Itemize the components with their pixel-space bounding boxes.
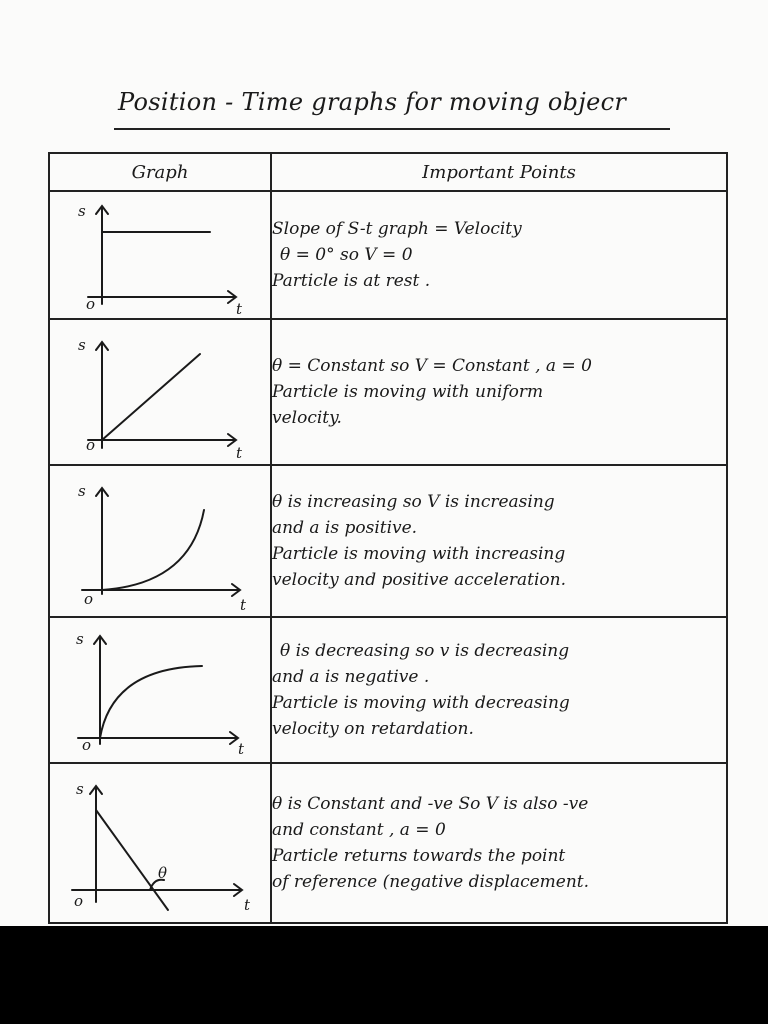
graph-upward-curve bbox=[50, 466, 270, 616]
x-axis-label: t bbox=[236, 300, 243, 318]
position-curve bbox=[100, 666, 202, 738]
y-axis-label: s bbox=[78, 202, 86, 220]
graph-cell-increasing-velocity bbox=[49, 465, 271, 617]
table-row bbox=[49, 465, 727, 617]
graph-cell-uniform-velocity bbox=[49, 319, 271, 465]
title-underline bbox=[114, 128, 670, 130]
x-axis-label: t bbox=[244, 896, 251, 914]
origin-label: o bbox=[86, 295, 96, 313]
points-cell-decreasing-velocity bbox=[271, 617, 727, 763]
y-axis-arrow bbox=[96, 206, 108, 304]
y-axis-label: s bbox=[76, 780, 84, 798]
y-axis-arrow bbox=[90, 786, 102, 902]
table-row bbox=[49, 319, 727, 465]
point-line: θ is Constant and -ve So V is also -ve bbox=[272, 794, 589, 814]
points-cell-negative-velocity bbox=[271, 763, 727, 923]
table-row bbox=[49, 617, 727, 763]
y-axis-arrow bbox=[96, 488, 108, 594]
point-line: and constant , a = 0 bbox=[272, 820, 446, 840]
graph-falling-straight-line bbox=[50, 764, 270, 922]
y-axis-arrow bbox=[96, 342, 108, 448]
x-axis-label: t bbox=[236, 444, 243, 462]
points-cell-increasing-velocity bbox=[271, 465, 727, 617]
x-axis-arrow bbox=[88, 434, 236, 446]
origin-label: o bbox=[74, 892, 84, 910]
position-curve bbox=[102, 510, 204, 590]
x-axis-arrow bbox=[78, 732, 238, 744]
graph-cell-negative-velocity bbox=[49, 763, 271, 923]
graph-rising-straight-line bbox=[50, 320, 270, 464]
position-line bbox=[96, 810, 168, 910]
graph-cell-rest bbox=[49, 191, 271, 319]
points-cell-rest bbox=[271, 191, 727, 319]
table-row bbox=[49, 191, 727, 319]
point-line: and a is negative . bbox=[272, 667, 430, 687]
graphs-table-container bbox=[48, 152, 726, 926]
point-line: Particle is moving with uniform bbox=[272, 382, 544, 402]
column-header-graph: Graph bbox=[49, 153, 271, 191]
table-row bbox=[49, 763, 727, 923]
origin-label: o bbox=[84, 590, 94, 608]
point-line: Particle returns towards the point bbox=[272, 846, 566, 866]
point-line: Particle is moving with increasing bbox=[272, 544, 566, 564]
points-cell-uniform-velocity bbox=[271, 319, 727, 465]
origin-label: o bbox=[86, 436, 96, 454]
black-footer-bar bbox=[0, 926, 768, 1024]
y-axis-label: s bbox=[78, 482, 86, 500]
table-header-row bbox=[49, 153, 727, 191]
graph-flattening-curve bbox=[50, 618, 270, 762]
point-line: Slope of S-t graph = Velocity bbox=[272, 219, 522, 239]
point-line: velocity and positive acceleration. bbox=[272, 570, 566, 590]
point-line: θ = 0° so V = 0 bbox=[280, 245, 413, 265]
x-axis-label: t bbox=[240, 596, 247, 614]
x-axis-label: t bbox=[238, 740, 245, 758]
graph-cell-decreasing-velocity bbox=[49, 617, 271, 763]
angle-label: θ bbox=[158, 864, 168, 882]
graphs-table bbox=[48, 152, 728, 924]
point-line: velocity on retardation. bbox=[272, 719, 474, 739]
page-title: Position - Time graphs for moving objecr bbox=[118, 88, 627, 116]
y-axis-arrow bbox=[94, 636, 106, 744]
point-line: Particle is at rest . bbox=[272, 271, 431, 291]
y-axis-label: s bbox=[78, 336, 86, 354]
point-line: θ = Constant so V = Constant , a = 0 bbox=[272, 356, 592, 376]
point-line: θ is increasing so V is increasing bbox=[272, 492, 555, 512]
point-line: θ is decreasing so v is decreasing bbox=[280, 641, 570, 661]
position-line bbox=[102, 354, 200, 440]
point-line: velocity. bbox=[272, 408, 342, 428]
origin-label: o bbox=[82, 736, 92, 754]
point-line: and a is positive. bbox=[272, 518, 418, 538]
point-line: of reference (negative displacement. bbox=[272, 872, 590, 892]
y-axis-label: s bbox=[76, 630, 84, 648]
column-header-important-points: Important Points bbox=[271, 153, 727, 191]
x-axis-arrow bbox=[88, 291, 236, 303]
point-line: Particle is moving with decreasing bbox=[272, 693, 570, 713]
graph-horizontal-line bbox=[50, 192, 270, 318]
